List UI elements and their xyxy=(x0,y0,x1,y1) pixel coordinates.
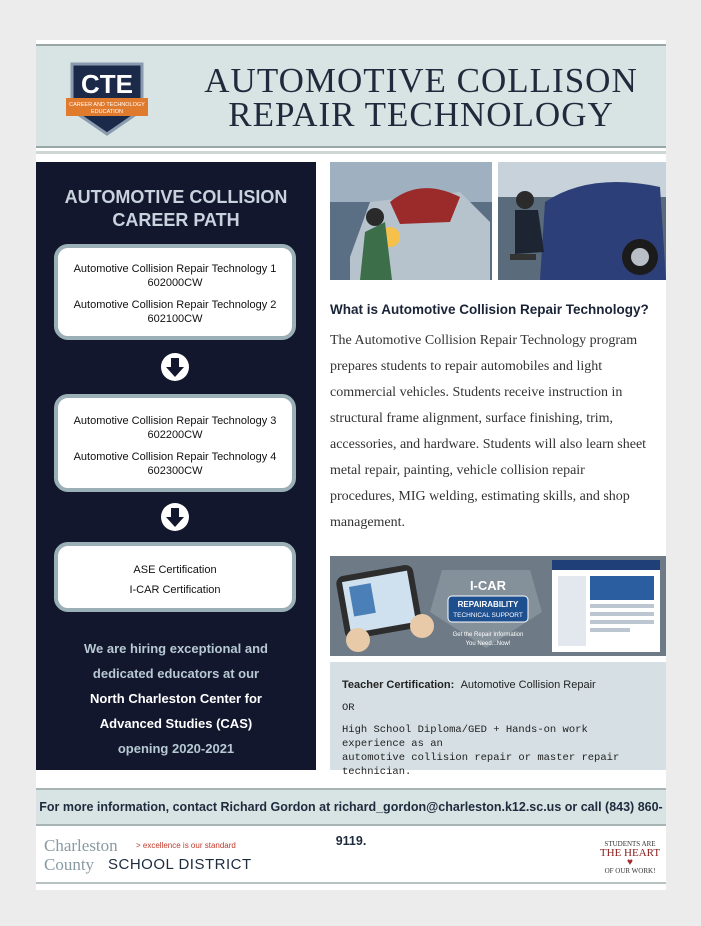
icar-banner xyxy=(330,556,666,656)
course-entry: Automotive Collision Repair Technology 2 602100CW xyxy=(73,299,277,325)
district-name-2: County xyxy=(44,855,95,874)
collision-repair-photos xyxy=(330,162,666,280)
program-description: The Automotive Collision Repair Technology program prepares students to repair automobiles and light commercial vehicles. Students receive instruction in structural frame alignment, surface finishing, trim, accessories, and hardware. Students will also learn sheet metal repair, painting, vehicle collision repair procedures, MIG welding, estimating skills, and shop management. xyxy=(330,333,647,530)
logo-subtitle-2: EDUCATION xyxy=(91,109,123,115)
certification-alt-1: High School Diploma/GED + Hands-on work experience as an xyxy=(342,724,588,750)
certification-label: Teacher Certification: xyxy=(342,679,455,691)
bottom-divider xyxy=(36,882,666,884)
page-title xyxy=(186,61,656,134)
arrow-down-icon xyxy=(160,502,190,532)
banner-caption-1: Get the Repair Information xyxy=(452,632,524,638)
badge-line-2: TECHNICAL SUPPORT xyxy=(453,612,523,619)
logo-text: CTE xyxy=(81,69,133,99)
district-tagline: > excellence is our standard xyxy=(136,841,236,850)
header-banner xyxy=(36,44,666,148)
certification-alt-2: automotive collision repair or master repair technician. xyxy=(342,752,620,778)
certification-or: OR xyxy=(342,702,355,714)
district-school: SCHOOL DISTRICT xyxy=(108,856,252,873)
district-name-1: Charleston xyxy=(44,836,118,855)
flyer-page xyxy=(36,40,666,890)
district-logo xyxy=(44,836,284,876)
cte-logo xyxy=(66,60,148,138)
course-box-2 xyxy=(54,394,296,492)
course-box-1 xyxy=(54,244,296,340)
banner-caption-2: You Need...Now! xyxy=(465,641,511,647)
logo-subtitle-1: CAREER AND TECHNOLOGY xyxy=(69,102,145,108)
ase-certification: ASE Certification xyxy=(133,564,217,576)
icar-certification: I-CAR Certification xyxy=(129,584,221,596)
header-divider xyxy=(36,151,666,154)
heart-logo: STUDENTS ARE THE HEART ♥ OF OUR WORK! xyxy=(599,840,661,875)
course-entry: Automotive Collision Repair Technology 1 602000CW xyxy=(73,263,277,289)
certification-value: Automotive Collision Repair xyxy=(460,679,596,691)
program-question: What is Automotive Collision Repair Technology? xyxy=(330,302,649,317)
heart-icon: ♥ xyxy=(627,857,633,868)
badge-line-1: REPAIRABILITY xyxy=(457,600,519,609)
hiring-notice: We are hiring exceptional and dedicated educators at our North Charleston Center for Advanced Studies (CAS) opening 2020-2021 xyxy=(84,641,268,756)
career-path-sidebar xyxy=(36,162,316,770)
teacher-certification xyxy=(330,662,666,778)
contact-bar: For more information, contact Richard Gordon at richard_gordon@charleston.k12.sc.us or call (843) 860-9119. xyxy=(36,788,666,826)
course-entry: Automotive Collision Repair Technology 3 602200CW xyxy=(73,415,277,441)
sidebar-title: AUTOMOTIVE COLLISION CAREER PATH xyxy=(64,187,288,230)
icar-brand: I-CAR xyxy=(469,578,507,593)
title-line-1: AUTOMOTIVE COLLISON xyxy=(204,61,638,100)
certification-box xyxy=(54,542,296,612)
course-entry: Automotive Collision Repair Technology 4 602300CW xyxy=(73,451,277,477)
arrow-down-icon xyxy=(160,352,190,382)
title-line-2: REPAIR TECHNOLOGY xyxy=(228,95,614,134)
